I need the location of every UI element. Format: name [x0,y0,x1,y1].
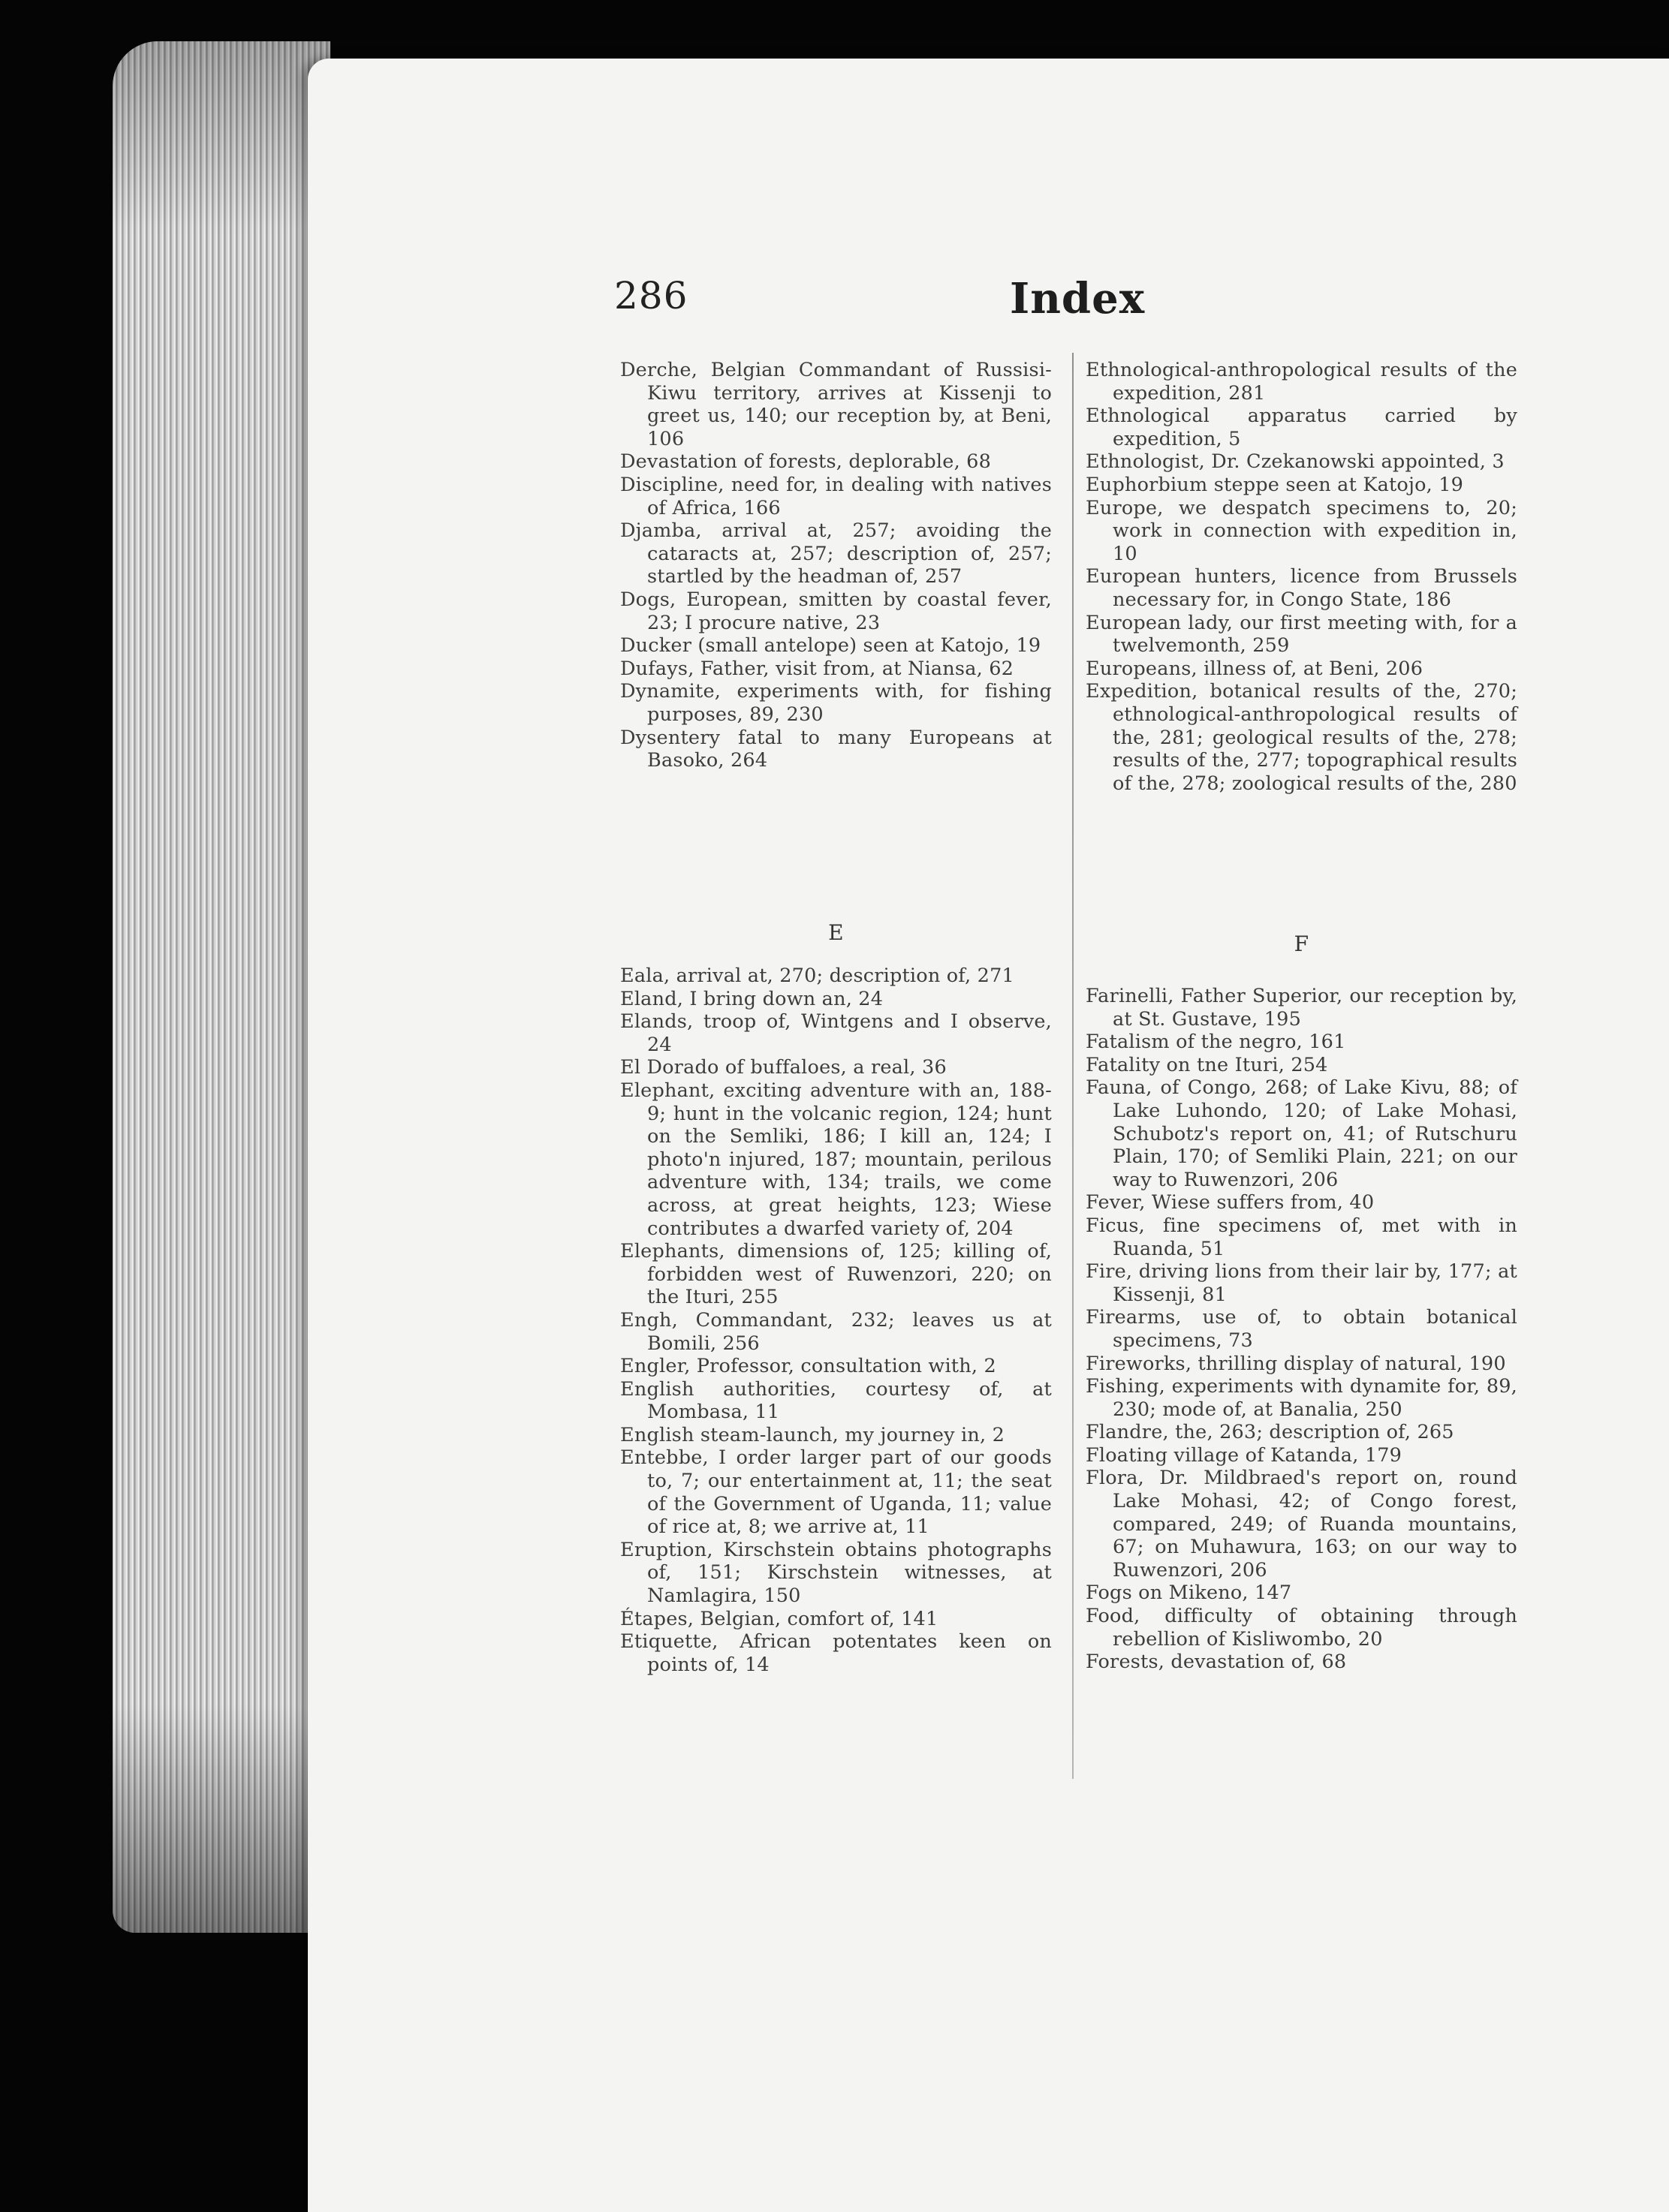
index-entry: Dogs, European, smitten by coastal fever, 23; I procure native, 23 [620,588,1052,634]
page-number: 286 [614,274,688,318]
index-entry: English steam-launch, my journey in, 2 [620,1423,1005,1446]
index-entry: Fatality on tne Ituri, 254 [1086,1053,1328,1076]
index-entry: Expedition, botanical results of the, 270; ethnological-anthropological results of the, 281; geological results of the, 278; results of the, 277; topographical results of the, 278; zoological results of the, 280 [1086,680,1517,795]
index-entry: Djamba, arrival at, 257; avoiding the cataracts at, 257; description of, 257; startled by the headman of, 257 [620,519,1052,588]
index-entry: Firearms, use of, to obtain botanical specimens, 73 [1086,1306,1517,1352]
index-entry: Fever, Wiese suffers from, 40 [1086,1191,1375,1214]
index-entry: Dysentery fatal to many Europeans at Basoko, 264 [620,726,1052,772]
index-entry: Farinelli, Father Superior, our reception by, at St. Gustave, 195 [1086,985,1517,1031]
index-e-continued-entries [1086,359,1517,795]
index-entry: Discipline, need for, in dealing with natives of Africa, 166 [620,473,1052,519]
index-entry: Elands, troop of, Wintgens and I observe, 24 [620,1010,1052,1056]
section-heading-e [620,922,1052,952]
index-entry: Fogs on Mikeno, 147 [1086,1582,1292,1605]
index-entry: Euphorbium steppe seen at Katojo, 19 [1086,473,1464,496]
index-entry: Fauna, of Congo, 268; of Lake Kivu, 88; of Lake Luhondo, 120; of Lake Mohasi, Schubotz's report on, 41; of Rutschuru Plain, 170; of Semliki Plain, 221; on our way to Ruwenzori, 206 [1086,1076,1517,1191]
index-entry: Dynamite, experiments with, for fishing purposes, 89, 230 [620,680,1052,726]
index-entry: European hunters, licence from Brussels necessary for, in Congo State, 186 [1086,565,1517,611]
section-letter: F [1294,931,1309,956]
index-entry: Ethnological apparatus carried by expedition, 5 [1086,405,1517,450]
section-letter: E [828,920,844,945]
index-entry: Forests, devastation of, 68 [1086,1651,1347,1674]
index-entry: Flandre, the, 263; description of, 265 [1086,1421,1454,1444]
index-entry: European lady, our first meeting with, for a twelvemonth, 259 [1086,611,1517,658]
index-entry: Derche, Belgian Commandant of Russisi-Kiwu territory, arrives at Kissenji to greet us, 140; our reception by, at Beni, 106 [620,359,1052,450]
index-entry: Eruption, Kirschstein obtains photographs of, 151; Kirschstein witnesses, at Namlagira, 150 [620,1538,1052,1608]
index-entry: Fishing, experiments with dynamite for, 89, 230; mode of, at Banalia, 250 [1086,1375,1517,1421]
page-title: Index [1010,274,1146,324]
index-entry: Etiquette, African potentates keen on points of, 14 [620,1630,1052,1676]
index-entry: Ficus, fine specimens of, met with in Ruanda, 51 [1086,1214,1517,1260]
index-entry: English authorities, courtesy of, at Mombasa, 11 [620,1377,1052,1424]
index-f-entries [1086,985,1517,1674]
index-entry: Devastation of forests, deplorable, 68 [620,450,992,474]
index-entry: Étapes, Belgian, comfort of, 141 [620,1607,938,1630]
index-entry: Fireworks, thrilling display of natural, 190 [1086,1352,1506,1375]
section-heading-f [1086,933,1517,963]
index-entry: Fatalism of the negro, 161 [1086,1031,1346,1054]
index-entry: Fire, driving lions from their lair by, 177; at Kissenji, 81 [1086,1260,1517,1306]
index-entry: Food, difficulty of obtaining through rebellion of Kisliwombo, 20 [1086,1605,1517,1651]
index-d-entries [620,359,1052,772]
book-page-edges [113,41,330,1933]
index-entry: Entebbe, I order larger part of our goods to, 7; our entertainment at, 11; the seat of the Government of Uganda, 11; value of rice at, 8; we arrive at, 11 [620,1446,1052,1539]
index-entry: Eala, arrival at, 270; description of, 271 [620,965,1014,987]
index-entry: Elephants, dimensions of, 125; killing of, forbidden west of Ruwenzori, 220; on the Ituri, 255 [620,1240,1052,1309]
index-entry: Dufays, Father, visit from, at Niansa, 62 [620,657,1014,680]
index-entry: El Dorado of buffaloes, a real, 36 [620,1056,947,1079]
index-entry: Europeans, illness of, at Beni, 206 [1086,657,1423,680]
index-entry: Ethnological-anthropological results of the expedition, 281 [1086,359,1517,405]
column-divider [1072,353,1074,1779]
index-entry: Eland, I bring down an, 24 [620,987,884,1010]
index-entry: Europe, we despatch specimens to, 20; work in connection with expedition in, 10 [1086,496,1517,565]
index-entry: Engh, Commandant, 232; leaves us at Bomili, 256 [620,1308,1052,1355]
index-entry: Engler, Professor, consultation with, 2 [620,1355,996,1378]
index-entry: Elephant, exciting adventure with an, 188-9; hunt in the volcanic region, 124; hunt on the Semliki, 186; I kill an, 124; I photo'n injured, 187; mountain, perilous adventure with, 134; trails, we come across, at great heights, 123; Wiese contributes a dwarfed variety of, 204 [620,1079,1052,1240]
index-entry: Ducker (small antelope) seen at Katojo, 19 [620,634,1041,658]
index-entry: Floating village of Katanda, 179 [1086,1443,1402,1467]
index-entry: Ethnologist, Dr. Czekanowski appointed, 3 [1086,450,1505,474]
index-entry: Flora, Dr. Mildbraed's report on, round Lake Mohasi, 42; of Congo forest, compared, 249; of Ruanda mountains, 67; on Muhawura, 163; on our way to Ruwenzori, 206 [1086,1467,1517,1582]
index-e-entries [620,965,1052,1676]
